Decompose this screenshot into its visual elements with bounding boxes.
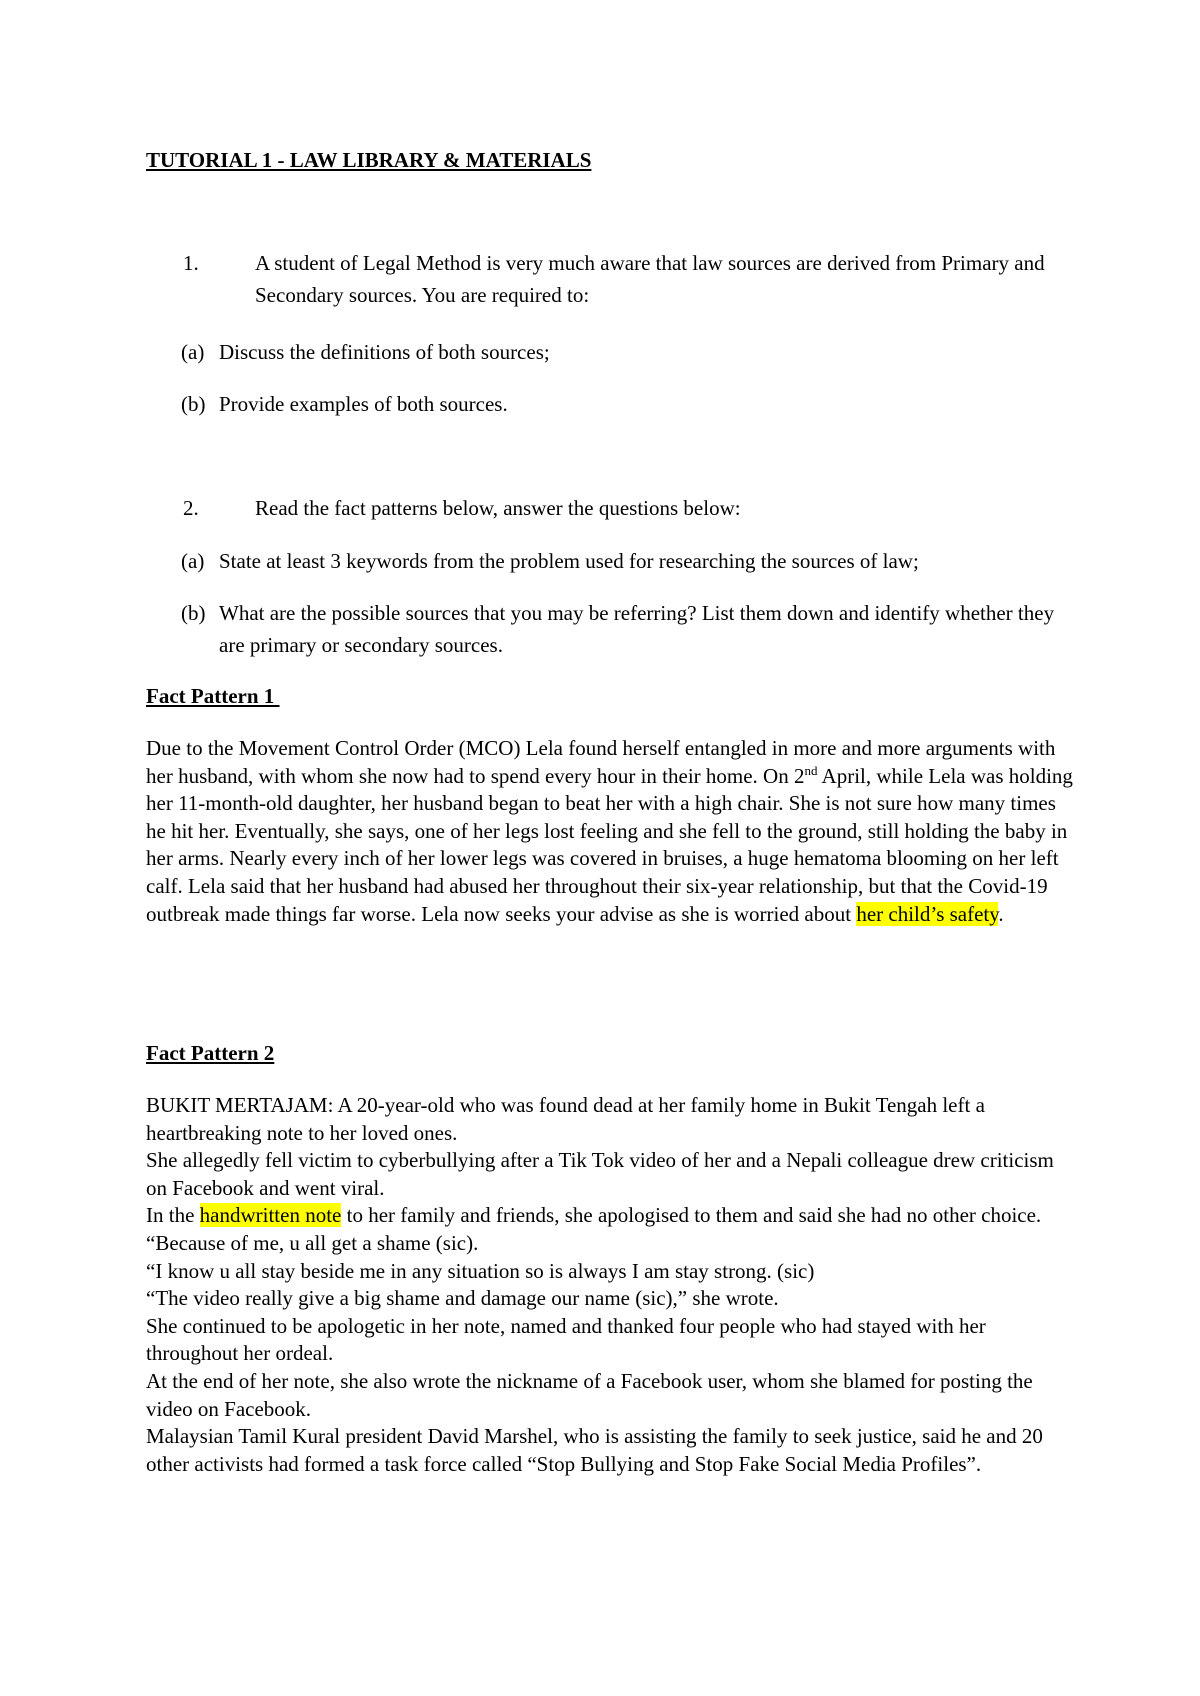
fact-pattern-2-paragraph-7: She continued to be apologetic in her note, named and thanked four people who had stayed with her throughout her ordeal. [146, 1313, 986, 1366]
question-2-part-b [146, 597, 1076, 661]
question-2-part-a [146, 545, 1076, 577]
question-1-part-a-label: (a) [181, 340, 205, 364]
question-2-part-b-label: (b) [181, 601, 206, 625]
document-page [146, 0, 1076, 1696]
fact-pattern-1-text-part-1: Due to the Movement Control Order (MCO) Lela found herself entangled in more and more arguments with her husband, with whom she now had to spend every hour in their home. On 2 [146, 736, 1056, 788]
question-1 [146, 247, 1076, 311]
question-1-part-a [146, 336, 1076, 368]
fact-pattern-2-quote-1: “Because of me, u all get a shame (sic). [146, 1230, 479, 1255]
fact-pattern-2-paragraph-2: She allegedly fell victim to cyberbullying after a Tik Tok video of her and a Nepali colleague drew criticism on Facebook and went viral. [146, 1148, 1054, 1200]
fact-pattern-2-paragraph-3-start: In the [146, 1203, 200, 1228]
fact-pattern-2-paragraph-9: Malaysian Tamil Kural president David Marshel, who is assisting the family to seek justice, said he and 20 other activists had formed a task force called “Stop Bullying and Stop Fake Social Media Profiles”. [146, 1424, 1043, 1476]
highlight-handwritten-note: handwritten note [199, 1203, 342, 1228]
question-2-number: 2. [183, 496, 199, 520]
question-2-part-a-text: State at least 3 keywords from the problem used for researching the sources of law; [219, 549, 919, 573]
fact-pattern-2-paragraph-3 [146, 1202, 1076, 1230]
fact-pattern-2-paragraph-1: BUKIT MERTAJAM: A 20-year-old who was found dead at her family home in Bukit Tengah left a heartbreaking note to her loved ones. [146, 1093, 985, 1145]
fact-pattern-1-ordinal-suffix: nd [804, 762, 818, 778]
fact-pattern-1-paragraph [146, 735, 1076, 928]
fact-pattern-1-text-part-2: April, while Lela was holding her 11-month-old daughter, her husband began to beat her with a high chair. She is not sure how many times he hit her. Eventually, she says, one of her legs lost feeling and she fell to the ground, still holding the baby in her arms. Nearly every inch of her lower legs was covered in bruises, a huge hematoma blooming on her left calf. Lela said that her husband had abused her throughout their six-year relationship, but that the Covid-19 outbreak made things far worse. Lela now seeks your advise as she is worried about [146, 763, 1073, 926]
question-1-text: A student of Legal Method is very much aware that law sources are derived from Primary and Secondary sources. You are required to: [255, 251, 1045, 307]
question-1-part-a-text: Discuss the definitions of both sources; [219, 340, 550, 364]
question-2-part-b-text: What are the possible sources that you may be referring? List them down and identify whether they are primary or secondary sources. [219, 601, 1055, 657]
question-1-part-b-label: (b) [181, 392, 206, 416]
fact-pattern-2-quote-2: “I know u all stay beside me in any situation so is always I am stay strong. (sic) [146, 1258, 815, 1283]
fact-pattern-2-text [146, 1092, 1076, 1478]
fact-pattern-2-quote-3: “The video really give a big shame and damage our name (sic),” she wrote. [146, 1286, 779, 1311]
fact-pattern-2-heading: Fact Pattern 2 [146, 1041, 275, 1065]
fact-pattern-2-paragraph-3-end: to her family and friends, she apologised to them and said she had no other choice. [341, 1203, 1042, 1228]
fact-pattern-1-heading: Fact Pattern 1 [146, 684, 280, 708]
question-1-part-b-text: Provide examples of both sources. [219, 392, 508, 416]
page-title: TUTORIAL 1 - LAW LIBRARY & MATERIALS [146, 148, 592, 172]
question-2-text: Read the fact patterns below, answer the questions below: [255, 496, 741, 520]
question-2-part-a-label: (a) [181, 549, 205, 573]
question-1-number: 1. [183, 251, 199, 275]
fact-pattern-1-text-part-3: . [998, 901, 1004, 926]
fact-pattern-1-text [146, 735, 1076, 928]
highlight-child-safety: her child’s safety [856, 901, 999, 926]
fact-pattern-2-paragraph-8: At the end of her note, she also wrote the nickname of a Facebook user, whom she blamed for posting the video on Facebook. [146, 1368, 1033, 1421]
question-1-part-b [146, 388, 1076, 420]
question-2 [146, 492, 1076, 524]
